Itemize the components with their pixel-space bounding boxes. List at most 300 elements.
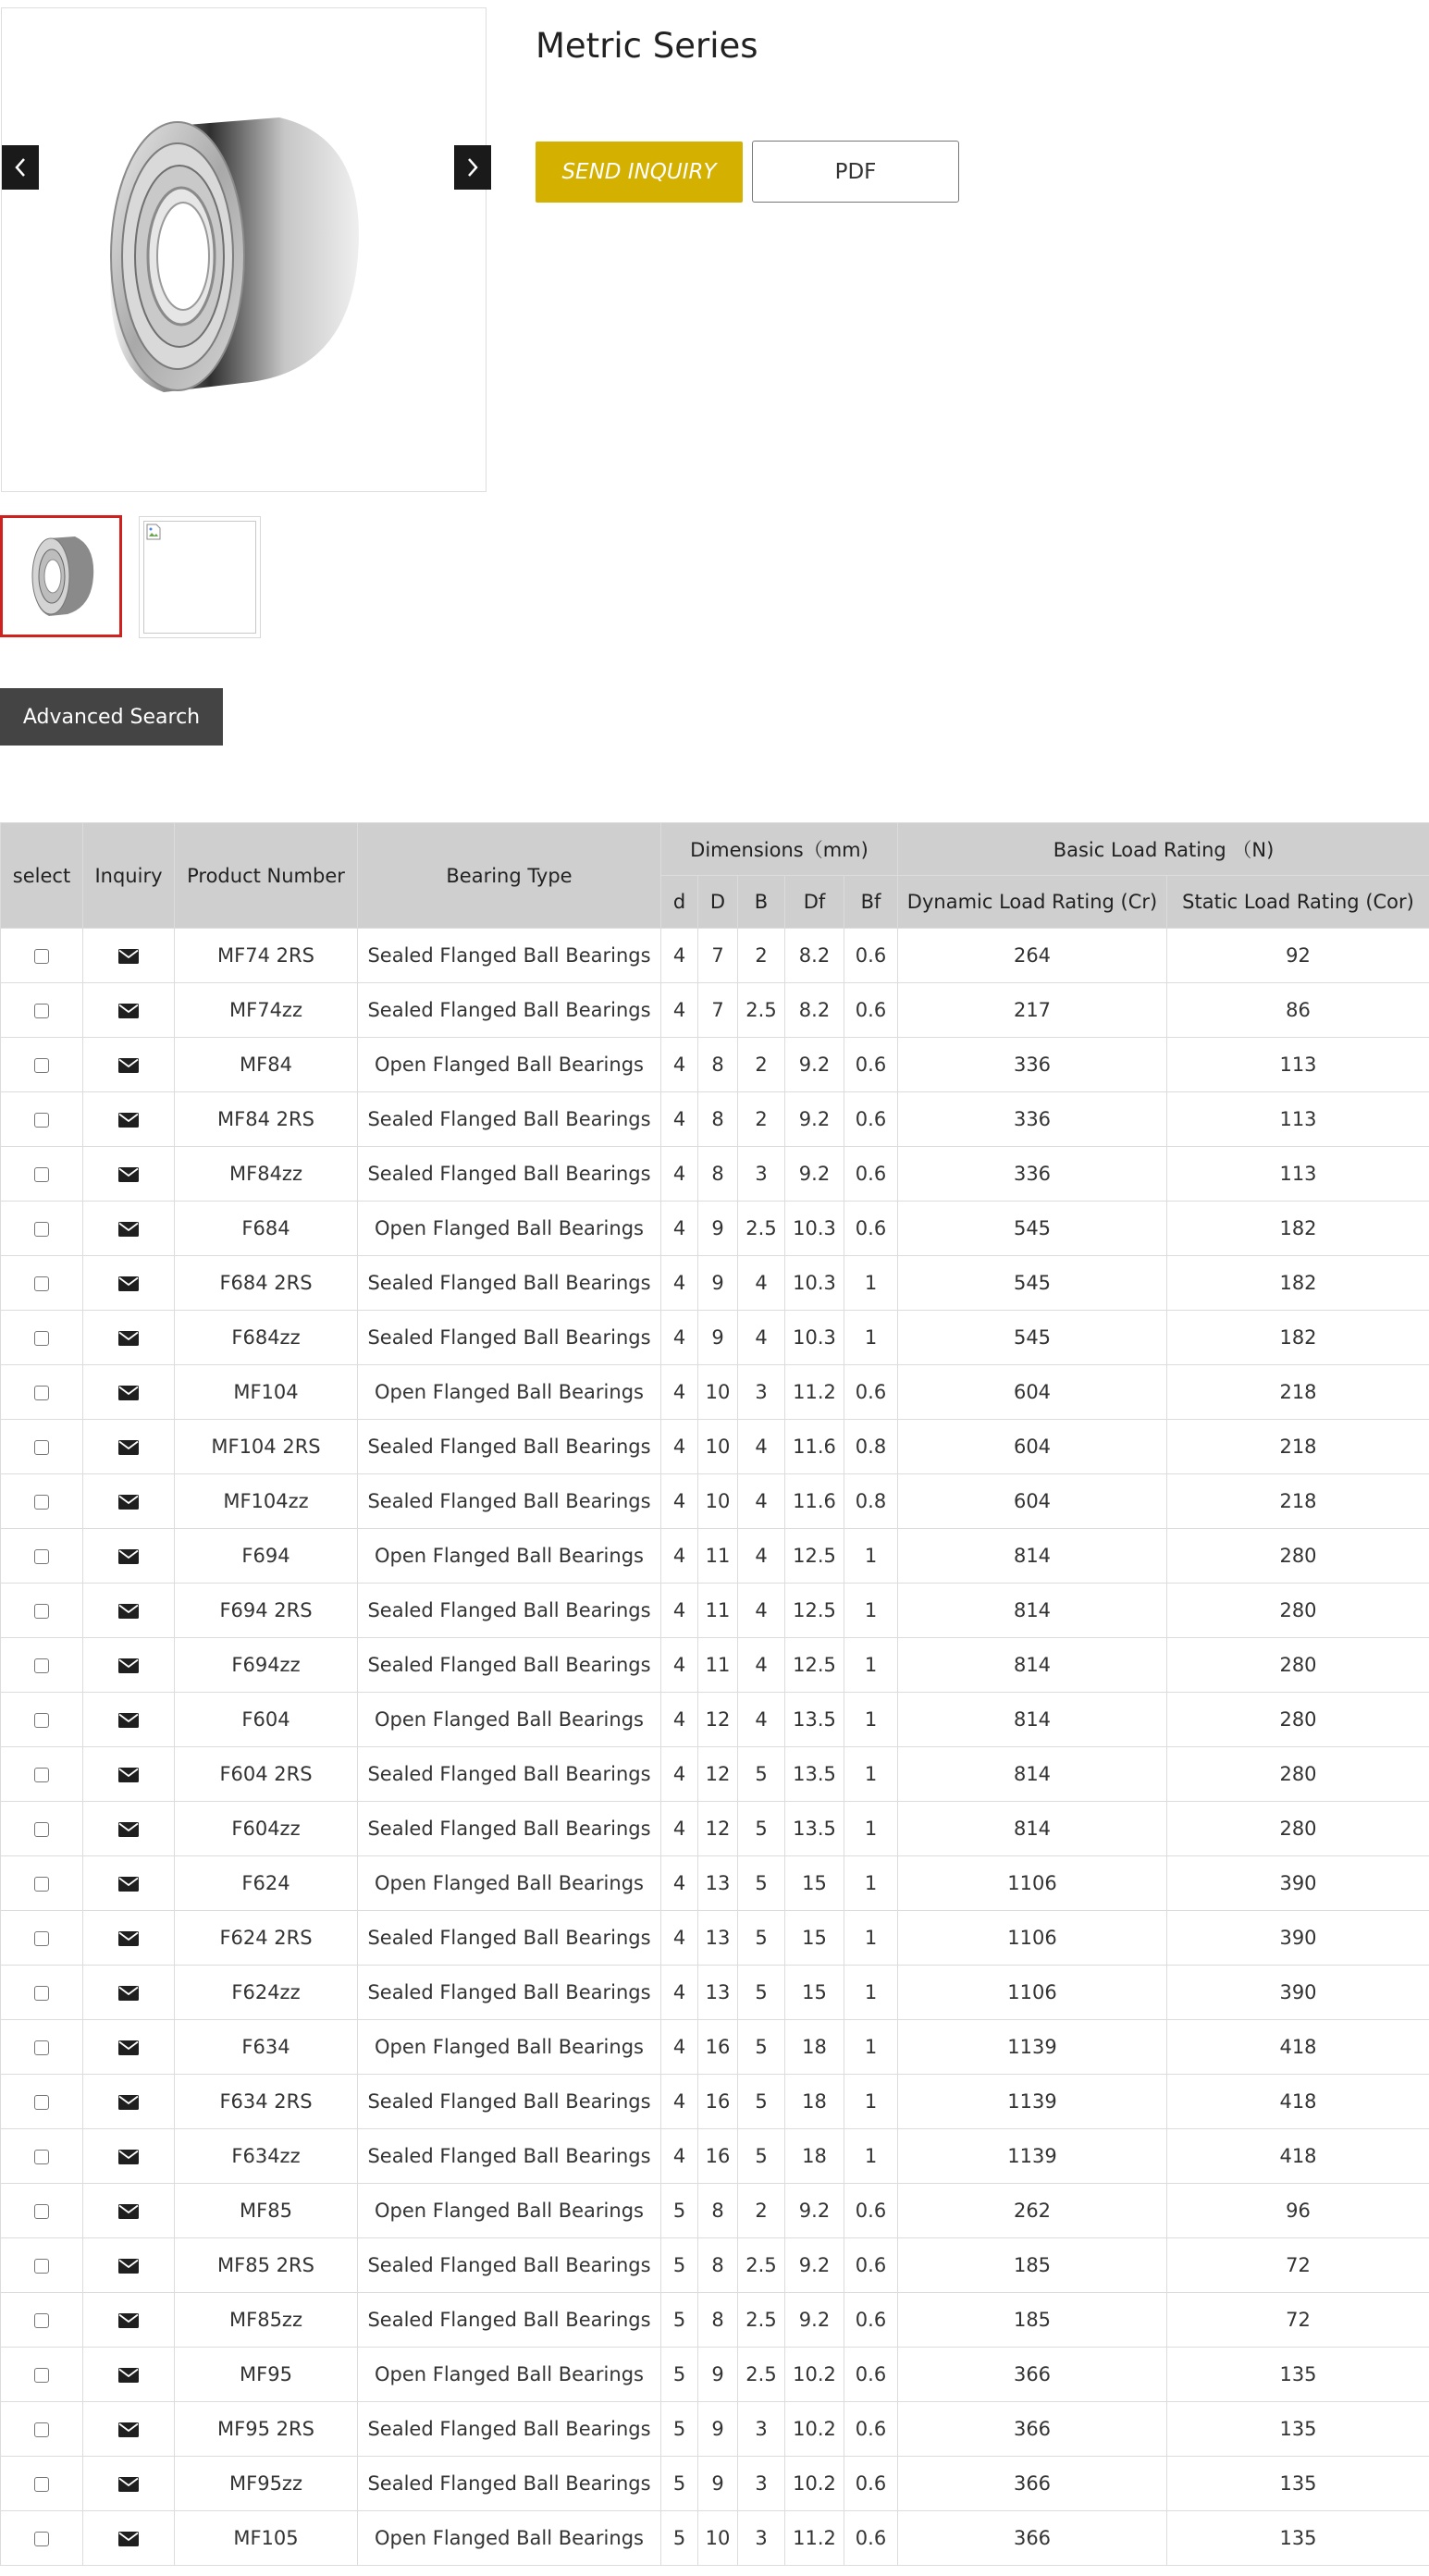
select-checkbox[interactable] xyxy=(34,1549,49,1564)
select-checkbox[interactable] xyxy=(34,1440,49,1455)
select-cell xyxy=(1,1420,83,1474)
dim-Df-cell: 11.2 xyxy=(785,2511,844,2566)
envelope-icon[interactable] xyxy=(118,1986,139,2001)
product-number-cell: F624 xyxy=(175,1856,358,1911)
static-load-cell: 92 xyxy=(1167,929,1429,983)
table-row xyxy=(1,1529,1429,1584)
select-checkbox[interactable] xyxy=(34,949,49,964)
dim-D-cell: 16 xyxy=(698,2020,738,2075)
inquiry-cell xyxy=(83,1038,175,1092)
dim-Bf-cell: 0.8 xyxy=(844,1420,898,1474)
bearing-thumbnail-image xyxy=(3,518,119,635)
inquiry-cell xyxy=(83,2293,175,2348)
dim-Df-cell: 18 xyxy=(785,2020,844,2075)
select-checkbox[interactable] xyxy=(34,1058,49,1073)
dim-Bf-cell: 0.6 xyxy=(844,1092,898,1147)
dim-Df-cell: 12.5 xyxy=(785,1638,844,1693)
dim-d-cell: 4 xyxy=(661,1311,698,1365)
dim-B-cell: 5 xyxy=(738,2020,785,2075)
dim-B-cell: 2.5 xyxy=(738,2348,785,2402)
dynamic-load-cell: 814 xyxy=(898,1802,1167,1856)
dim-B-cell: 5 xyxy=(738,1856,785,1911)
static-load-cell: 72 xyxy=(1167,2238,1429,2293)
dim-B-cell: 2.5 xyxy=(738,983,785,1038)
static-load-cell: 72 xyxy=(1167,2293,1429,2348)
select-cell xyxy=(1,1529,83,1584)
dim-Df-cell: 11.6 xyxy=(785,1420,844,1474)
product-number-cell: F634 2RS xyxy=(175,2075,358,2129)
select-checkbox[interactable] xyxy=(34,1495,49,1510)
table-row xyxy=(1,1038,1429,1092)
dim-D-cell: 8 xyxy=(698,2184,738,2238)
inquiry-cell xyxy=(83,2238,175,2293)
dim-Df-cell: 10.2 xyxy=(785,2348,844,2402)
envelope-icon[interactable] xyxy=(118,1440,139,1455)
envelope-icon[interactable] xyxy=(118,2095,139,2110)
dim-B-cell: 4 xyxy=(738,1638,785,1693)
dim-d-cell: 4 xyxy=(661,1693,698,1747)
envelope-icon[interactable] xyxy=(118,949,139,964)
bearing-type-cell: Sealed Flanged Ball Bearings xyxy=(358,1802,661,1856)
bearing-type-cell: Open Flanged Ball Bearings xyxy=(358,2020,661,2075)
static-load-cell: 218 xyxy=(1167,1474,1429,1529)
envelope-icon[interactable] xyxy=(118,1495,139,1510)
dim-d-cell: 4 xyxy=(661,1202,698,1256)
dim-Df-cell: 11.2 xyxy=(785,1365,844,1420)
dim-Bf-cell: 0.6 xyxy=(844,1365,898,1420)
select-cell xyxy=(1,1365,83,1420)
dim-D-cell: 8 xyxy=(698,1147,738,1202)
dim-d-cell: 4 xyxy=(661,1529,698,1584)
dim-d-cell: 4 xyxy=(661,1147,698,1202)
envelope-icon[interactable] xyxy=(118,2422,139,2437)
product-number-cell: MF84 2RS xyxy=(175,1092,358,1147)
select-cell xyxy=(1,1638,83,1693)
dim-Bf-cell: 0.6 xyxy=(844,1038,898,1092)
dim-Bf-cell: 1 xyxy=(844,1529,898,1584)
dim-B-cell: 5 xyxy=(738,1911,785,1966)
thumbnail-1[interactable] xyxy=(0,515,122,637)
bearing-type-cell: Open Flanged Ball Bearings xyxy=(358,2184,661,2238)
dynamic-load-cell: 814 xyxy=(898,1747,1167,1802)
dynamic-load-cell: 217 xyxy=(898,983,1167,1038)
table-row xyxy=(1,2075,1429,2129)
dynamic-load-cell: 604 xyxy=(898,1420,1167,1474)
dim-D-cell: 12 xyxy=(698,1802,738,1856)
select-checkbox[interactable] xyxy=(34,2532,49,2546)
envelope-icon[interactable] xyxy=(118,1768,139,1782)
bearing-type-cell: Open Flanged Ball Bearings xyxy=(358,1693,661,1747)
select-checkbox[interactable] xyxy=(34,2095,49,2110)
dim-Bf-cell: 1 xyxy=(844,1584,898,1638)
header-d-inner: d xyxy=(661,876,698,929)
dim-d-cell: 5 xyxy=(661,2184,698,2238)
pdf-button[interactable]: PDF xyxy=(752,141,959,203)
static-load-cell: 113 xyxy=(1167,1147,1429,1202)
dim-B-cell: 2.5 xyxy=(738,2238,785,2293)
select-cell xyxy=(1,2020,83,2075)
select-checkbox[interactable] xyxy=(34,1004,49,1018)
dim-Df-cell: 15 xyxy=(785,1856,844,1911)
dim-B-cell: 4 xyxy=(738,1529,785,1584)
static-load-cell: 135 xyxy=(1167,2402,1429,2457)
select-checkbox[interactable] xyxy=(34,1222,49,1237)
inquiry-cell xyxy=(83,2075,175,2129)
dim-Bf-cell: 1 xyxy=(844,1311,898,1365)
select-cell xyxy=(1,2293,83,2348)
dim-D-cell: 12 xyxy=(698,1747,738,1802)
prev-image-button[interactable] xyxy=(2,145,39,190)
bearing-type-cell: Sealed Flanged Ball Bearings xyxy=(358,1474,661,1529)
table-row xyxy=(1,1856,1429,1911)
select-checkbox[interactable] xyxy=(34,1931,49,1946)
inquiry-cell xyxy=(83,2402,175,2457)
select-cell xyxy=(1,2457,83,2511)
dynamic-load-cell: 336 xyxy=(898,1147,1167,1202)
dim-Df-cell: 13.5 xyxy=(785,1747,844,1802)
dim-Bf-cell: 0.6 xyxy=(844,1147,898,1202)
table-row xyxy=(1,1693,1429,1747)
select-checkbox[interactable] xyxy=(34,2422,49,2437)
product-number-cell: MF105 xyxy=(175,2511,358,2566)
product-number-cell: F634zz xyxy=(175,2129,358,2184)
dim-D-cell: 8 xyxy=(698,1092,738,1147)
table-row xyxy=(1,1365,1429,1420)
product-number-cell: F624zz xyxy=(175,1966,358,2020)
dim-D-cell: 7 xyxy=(698,983,738,1038)
dim-Df-cell: 13.5 xyxy=(785,1802,844,1856)
table-row xyxy=(1,2238,1429,2293)
bearing-type-cell: Sealed Flanged Ball Bearings xyxy=(358,1584,661,1638)
envelope-icon[interactable] xyxy=(118,1822,139,1837)
dynamic-load-cell: 185 xyxy=(898,2293,1167,2348)
dim-Bf-cell: 1 xyxy=(844,1693,898,1747)
select-checkbox[interactable] xyxy=(34,1386,49,1400)
dim-D-cell: 9 xyxy=(698,1202,738,1256)
envelope-icon[interactable] xyxy=(118,1386,139,1400)
envelope-icon[interactable] xyxy=(118,1604,139,1619)
header-dimensions: Dimensions（mm) xyxy=(661,823,898,876)
envelope-icon[interactable] xyxy=(118,2313,139,2328)
static-load-cell: 135 xyxy=(1167,2457,1429,2511)
envelope-icon[interactable] xyxy=(118,2477,139,2492)
select-checkbox[interactable] xyxy=(34,2477,49,2492)
dim-Bf-cell: 1 xyxy=(844,2075,898,2129)
dim-d-cell: 5 xyxy=(661,2293,698,2348)
header-dynamic-load: Dynamic Load Rating (Cr) xyxy=(898,876,1167,929)
envelope-icon[interactable] xyxy=(118,1113,139,1128)
select-checkbox[interactable] xyxy=(34,2259,49,2274)
dim-Df-cell: 11.6 xyxy=(785,1474,844,1529)
dim-Bf-cell: 1 xyxy=(844,1256,898,1311)
bearing-type-cell: Open Flanged Ball Bearings xyxy=(358,1202,661,1256)
envelope-icon[interactable] xyxy=(118,1331,139,1346)
dynamic-load-cell: 1106 xyxy=(898,1911,1167,1966)
dim-d-cell: 5 xyxy=(661,2457,698,2511)
dynamic-load-cell: 545 xyxy=(898,1202,1167,1256)
spec-table-body xyxy=(1,929,1429,2566)
bearing-type-cell: Open Flanged Ball Bearings xyxy=(358,1529,661,1584)
product-number-cell: MF95zz xyxy=(175,2457,358,2511)
select-checkbox[interactable] xyxy=(34,1877,49,1892)
static-load-cell: 86 xyxy=(1167,983,1429,1038)
static-load-cell: 280 xyxy=(1167,1693,1429,1747)
product-number-cell: F684 2RS xyxy=(175,1256,358,1311)
bearing-type-cell: Sealed Flanged Ball Bearings xyxy=(358,983,661,1038)
dim-d-cell: 4 xyxy=(661,983,698,1038)
inquiry-cell xyxy=(83,1966,175,2020)
static-load-cell: 280 xyxy=(1167,1638,1429,1693)
envelope-icon[interactable] xyxy=(118,1004,139,1018)
dim-d-cell: 5 xyxy=(661,2402,698,2457)
dim-d-cell: 4 xyxy=(661,1092,698,1147)
select-checkbox[interactable] xyxy=(34,1113,49,1128)
dim-d-cell: 4 xyxy=(661,1911,698,1966)
dim-B-cell: 2 xyxy=(738,1092,785,1147)
table-row xyxy=(1,1747,1429,1802)
dim-Df-cell: 10.3 xyxy=(785,1256,844,1311)
static-load-cell: 280 xyxy=(1167,1529,1429,1584)
dim-d-cell: 4 xyxy=(661,1420,698,1474)
dim-Bf-cell: 1 xyxy=(844,1802,898,1856)
select-checkbox[interactable] xyxy=(34,1604,49,1619)
select-cell xyxy=(1,1474,83,1529)
dim-Bf-cell: 0.8 xyxy=(844,1474,898,1529)
dim-D-cell: 9 xyxy=(698,1311,738,1365)
bearing-type-cell: Sealed Flanged Ball Bearings xyxy=(358,2129,661,2184)
dim-d-cell: 4 xyxy=(661,2075,698,2129)
select-cell xyxy=(1,2075,83,2129)
dim-D-cell: 10 xyxy=(698,1474,738,1529)
product-title: Metric Series xyxy=(536,26,758,66)
dim-D-cell: 7 xyxy=(698,929,738,983)
product-number-cell: MF104zz xyxy=(175,1474,358,1529)
dim-D-cell: 13 xyxy=(698,1966,738,2020)
product-number-cell: F694 xyxy=(175,1529,358,1584)
send-inquiry-button[interactable]: SEND INQUIRY xyxy=(536,142,743,203)
select-cell xyxy=(1,1693,83,1747)
bearing-type-cell: Open Flanged Ball Bearings xyxy=(358,1856,661,1911)
select-checkbox[interactable] xyxy=(34,2040,49,2055)
dim-d-cell: 4 xyxy=(661,1256,698,1311)
bearing-type-cell: Open Flanged Ball Bearings xyxy=(358,1365,661,1420)
inquiry-cell xyxy=(83,1256,175,1311)
bearing-type-cell: Sealed Flanged Ball Bearings xyxy=(358,2457,661,2511)
table-row xyxy=(1,2184,1429,2238)
thumbnail-2[interactable] xyxy=(139,516,261,638)
bearing-type-cell: Sealed Flanged Ball Bearings xyxy=(358,2402,661,2457)
dim-B-cell: 2.5 xyxy=(738,2293,785,2348)
dim-D-cell: 16 xyxy=(698,2075,738,2129)
product-number-cell: MF95 xyxy=(175,2348,358,2402)
static-load-cell: 182 xyxy=(1167,1256,1429,1311)
dim-B-cell: 2 xyxy=(738,2184,785,2238)
bearing-type-cell: Sealed Flanged Ball Bearings xyxy=(358,1966,661,2020)
header-static-load: Static Load Rating (Cor) xyxy=(1167,876,1429,929)
dim-Df-cell: 12.5 xyxy=(785,1529,844,1584)
dim-Df-cell: 10.2 xyxy=(785,2402,844,2457)
dim-B-cell: 5 xyxy=(738,2129,785,2184)
dim-Df-cell: 10.2 xyxy=(785,2457,844,2511)
select-cell xyxy=(1,1038,83,1092)
dim-d-cell: 4 xyxy=(661,1638,698,1693)
inquiry-cell xyxy=(83,2184,175,2238)
dim-Df-cell: 10.3 xyxy=(785,1202,844,1256)
dim-Bf-cell: 0.6 xyxy=(844,2348,898,2402)
inquiry-cell xyxy=(83,1202,175,1256)
dynamic-load-cell: 1139 xyxy=(898,2020,1167,2075)
inquiry-cell xyxy=(83,1092,175,1147)
product-number-cell: F624 2RS xyxy=(175,1911,358,1966)
dim-Df-cell: 8.2 xyxy=(785,983,844,1038)
dim-Bf-cell: 1 xyxy=(844,1911,898,1966)
product-number-cell: F684zz xyxy=(175,1311,358,1365)
advanced-search-button[interactable]: Advanced Search xyxy=(0,688,223,746)
inquiry-cell xyxy=(83,983,175,1038)
table-row xyxy=(1,929,1429,983)
dynamic-load-cell: 1139 xyxy=(898,2075,1167,2129)
select-checkbox[interactable] xyxy=(34,1167,49,1182)
next-image-button[interactable] xyxy=(454,145,491,190)
inquiry-cell xyxy=(83,1311,175,1365)
select-checkbox[interactable] xyxy=(34,1713,49,1728)
table-row xyxy=(1,1202,1429,1256)
dim-Bf-cell: 1 xyxy=(844,1966,898,2020)
select-checkbox[interactable] xyxy=(34,2204,49,2219)
envelope-icon[interactable] xyxy=(118,2150,139,2164)
envelope-icon[interactable] xyxy=(118,1222,139,1237)
select-checkbox[interactable] xyxy=(34,1822,49,1837)
dynamic-load-cell: 814 xyxy=(898,1638,1167,1693)
dim-Bf-cell: 0.6 xyxy=(844,2457,898,2511)
envelope-icon[interactable] xyxy=(118,2204,139,2219)
dim-d-cell: 5 xyxy=(661,2348,698,2402)
dynamic-load-cell: 336 xyxy=(898,1092,1167,1147)
table-row xyxy=(1,1966,1429,2020)
select-checkbox[interactable] xyxy=(34,1276,49,1291)
table-row xyxy=(1,2293,1429,2348)
select-checkbox[interactable] xyxy=(34,1986,49,2001)
dim-Df-cell: 9.2 xyxy=(785,2238,844,2293)
envelope-icon[interactable] xyxy=(118,1658,139,1673)
envelope-icon[interactable] xyxy=(118,1058,139,1073)
dim-d-cell: 4 xyxy=(661,1966,698,2020)
select-cell xyxy=(1,2511,83,2566)
dim-Df-cell: 8.2 xyxy=(785,929,844,983)
product-number-cell: MF74zz xyxy=(175,983,358,1038)
static-load-cell: 418 xyxy=(1167,2129,1429,2184)
dim-Bf-cell: 0.6 xyxy=(844,929,898,983)
inquiry-cell xyxy=(83,1638,175,1693)
static-load-cell: 418 xyxy=(1167,2020,1429,2075)
table-row xyxy=(1,2402,1429,2457)
table-row xyxy=(1,2020,1429,2075)
dim-Df-cell: 15 xyxy=(785,1911,844,1966)
table-row xyxy=(1,1147,1429,1202)
dynamic-load-cell: 1139 xyxy=(898,2129,1167,2184)
envelope-icon[interactable] xyxy=(118,2259,139,2274)
dim-Bf-cell: 1 xyxy=(844,1747,898,1802)
header-basic-load-rating: Basic Load Rating （N) xyxy=(898,823,1429,876)
table-row xyxy=(1,2457,1429,2511)
bearing-type-cell: Sealed Flanged Ball Bearings xyxy=(358,1147,661,1202)
bearing-type-cell: Sealed Flanged Ball Bearings xyxy=(358,1911,661,1966)
dim-d-cell: 4 xyxy=(661,1584,698,1638)
select-cell xyxy=(1,1966,83,2020)
dim-B-cell: 3 xyxy=(738,2457,785,2511)
dim-D-cell: 12 xyxy=(698,1693,738,1747)
static-load-cell: 418 xyxy=(1167,2075,1429,2129)
select-checkbox[interactable] xyxy=(34,1331,49,1346)
envelope-icon[interactable] xyxy=(118,1276,139,1291)
select-cell xyxy=(1,2402,83,2457)
inquiry-cell xyxy=(83,1693,175,1747)
dim-Bf-cell: 1 xyxy=(844,1856,898,1911)
dim-Bf-cell: 0.6 xyxy=(844,2238,898,2293)
dynamic-load-cell: 366 xyxy=(898,2511,1167,2566)
dim-D-cell: 10 xyxy=(698,2511,738,2566)
dim-Bf-cell: 1 xyxy=(844,2020,898,2075)
dim-Df-cell: 9.2 xyxy=(785,1092,844,1147)
product-number-cell: MF74 2RS xyxy=(175,929,358,983)
dim-D-cell: 16 xyxy=(698,2129,738,2184)
dim-Df-cell: 12.5 xyxy=(785,1584,844,1638)
dim-D-cell: 11 xyxy=(698,1584,738,1638)
table-row xyxy=(1,1256,1429,1311)
inquiry-cell xyxy=(83,1420,175,1474)
envelope-icon[interactable] xyxy=(118,1167,139,1182)
select-checkbox[interactable] xyxy=(34,2368,49,2383)
broken-image-icon xyxy=(146,524,161,540)
envelope-icon[interactable] xyxy=(118,1549,139,1564)
dim-D-cell: 13 xyxy=(698,1911,738,1966)
select-cell xyxy=(1,1256,83,1311)
envelope-icon[interactable] xyxy=(118,1931,139,1946)
dynamic-load-cell: 264 xyxy=(898,929,1167,983)
inquiry-cell xyxy=(83,2457,175,2511)
dynamic-load-cell: 185 xyxy=(898,2238,1167,2293)
dim-Df-cell: 15 xyxy=(785,1966,844,2020)
dim-B-cell: 2 xyxy=(738,929,785,983)
dynamic-load-cell: 1106 xyxy=(898,1966,1167,2020)
bearing-type-cell: Sealed Flanged Ball Bearings xyxy=(358,1747,661,1802)
header-select: select xyxy=(1,823,83,929)
dim-d-cell: 4 xyxy=(661,1038,698,1092)
chevron-left-icon xyxy=(14,157,27,178)
select-checkbox[interactable] xyxy=(34,2150,49,2164)
envelope-icon[interactable] xyxy=(118,1877,139,1892)
dim-d-cell: 5 xyxy=(661,2238,698,2293)
dim-d-cell: 4 xyxy=(661,1474,698,1529)
dynamic-load-cell: 336 xyxy=(898,1038,1167,1092)
dynamic-load-cell: 366 xyxy=(898,2402,1167,2457)
dim-D-cell: 9 xyxy=(698,2457,738,2511)
select-cell xyxy=(1,1747,83,1802)
envelope-icon[interactable] xyxy=(118,2532,139,2546)
select-checkbox[interactable] xyxy=(34,1658,49,1673)
envelope-icon[interactable] xyxy=(118,1713,139,1728)
inquiry-cell xyxy=(83,2020,175,2075)
product-number-cell: MF84 xyxy=(175,1038,358,1092)
table-row xyxy=(1,1802,1429,1856)
select-cell xyxy=(1,2238,83,2293)
inquiry-cell xyxy=(83,2511,175,2566)
select-checkbox[interactable] xyxy=(34,2313,49,2328)
dim-d-cell: 4 xyxy=(661,1365,698,1420)
envelope-icon[interactable] xyxy=(118,2368,139,2383)
select-checkbox[interactable] xyxy=(34,1768,49,1782)
envelope-icon[interactable] xyxy=(118,2040,139,2055)
